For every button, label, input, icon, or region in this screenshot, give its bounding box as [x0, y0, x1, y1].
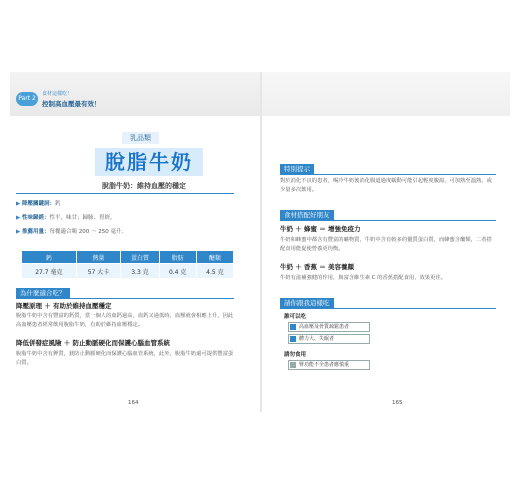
- can-eat-label: 誰可以吃: [284, 314, 307, 320]
- pair-title: 牛奶 ＋ 香蕉 ＝ 美容養顏: [280, 263, 355, 271]
- bullet-icon: ▶: [16, 201, 21, 207]
- book-spread: [10, 72, 510, 412]
- table-header: 蛋白質: [121, 251, 159, 264]
- table-header: 脂肪: [159, 251, 196, 264]
- table-header: 鈣: [22, 251, 76, 264]
- point-body: 脫脂牛奶中含有鉀質，鎂防止動脈硬化而保護心腦血管系統，此外，脫脂牛奶還可提供豐富蛋白質。: [16, 351, 234, 366]
- pair-body: 牛奶有滋補強健的作用，與富含維生素 C 的香蕉搭配食用，效果更佳。: [280, 275, 446, 281]
- table-header: 醣類: [196, 251, 233, 264]
- advice-rule: [280, 308, 496, 309]
- table-cell: 4.5 克: [196, 264, 233, 279]
- check-icon: [290, 336, 296, 342]
- can-eat-item: 體力大、失眠者: [288, 334, 370, 344]
- food-title: 脫脂牛奶: [95, 148, 203, 176]
- point-body: 脫脂牛奶中含有豐富的鈣質，當一個人的血鈣過高，血鈣又過低時，血壓就會相應上升，因此高血壓患者經常飲用脫脂牛奶，有助於維持血壓穩定。: [16, 313, 234, 328]
- table-cell: 3.3 克: [121, 264, 159, 279]
- page-number: 165: [392, 400, 403, 406]
- bullet-icon: ▶: [16, 215, 21, 221]
- caution-label: 請勿食用: [284, 352, 307, 358]
- title-rule: [16, 193, 234, 194]
- header-title: 控制高血壓最有效！: [42, 100, 101, 108]
- category-tag: 乳品類: [122, 132, 159, 144]
- table-row: [22, 264, 234, 279]
- tip-rule: [280, 174, 496, 175]
- book-spine: [260, 72, 262, 412]
- pair-body: 牛奶和蜂蜜中都含有豐富的礦物質，牛奶中含有較多的優質蛋白質，而蜂蜜含醣類，二者搭配食用能促使營養更均衡。: [280, 237, 492, 252]
- table-cell: 0.4 克: [159, 264, 196, 279]
- pair-heading: 食材搭配好朋友: [280, 210, 334, 220]
- section-rule: [16, 298, 234, 299]
- table-header: 熱量: [76, 251, 121, 264]
- pair-rule: [280, 220, 496, 221]
- table-cell: 57 大卡: [76, 264, 121, 279]
- pair-title: 牛奶 ＋ 蜂蜜 ＝ 增強免疫力: [280, 225, 361, 233]
- table-cell: 27.7 毫克: [22, 264, 76, 279]
- right-header-band: [262, 72, 510, 116]
- advice-heading: 請你跟我這樣吃: [280, 298, 334, 308]
- point-title: 降低併發症風險 ＋ 防止動脈硬化而保護心腦血管系統: [16, 339, 171, 347]
- check-icon: [290, 324, 296, 330]
- info-nature: ▶ 性味歸經：性平，味甘；歸肺、胃經。: [16, 215, 116, 221]
- bullet-icon: ▶: [16, 229, 21, 235]
- part-badge: Part 2: [16, 92, 38, 106]
- table-header-row: [22, 251, 234, 264]
- food-subtitle: 脫脂牛奶：維持血壓的穩定: [102, 182, 186, 190]
- nutrition-table: [22, 251, 234, 278]
- point-title: 降壓原理 ＋ 有助於維持血壓穩定: [16, 302, 112, 310]
- cross-icon: [290, 362, 296, 368]
- header-small-title: 食材這樣吃！: [42, 91, 73, 97]
- info-keyword: ▶ 降壓關鍵詞：鈣: [16, 201, 61, 207]
- info-dosage: ▶ 推薦用量：每餐適合喝 200 ～ 250 毫升。: [16, 229, 127, 235]
- page-number: 164: [128, 400, 139, 406]
- tip-heading: 特別提示: [280, 164, 314, 174]
- can-eat-item: 高血壓及骨質疏鬆患者: [288, 322, 370, 332]
- section-heading: 為什麼適合吃？: [16, 288, 70, 298]
- caution-item: 腎功能不全患者應慎重: [288, 360, 370, 370]
- tip-body: 對於消化不良的患者，喝冷牛奶後消化腸道過度蠕動可能引起輕度腹瀉，可加熱至溫熱，或少量多次飲用。: [280, 178, 492, 193]
